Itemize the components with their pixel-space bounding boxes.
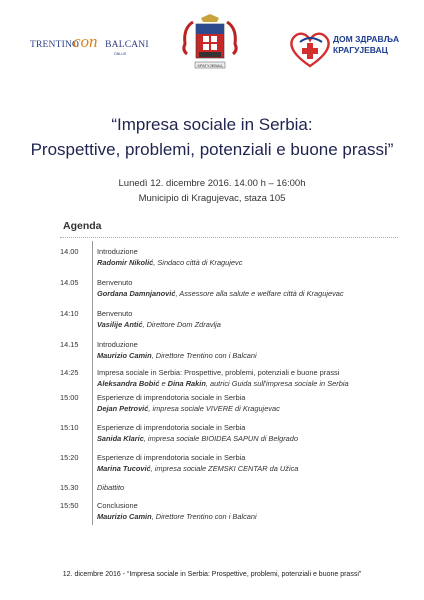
agenda-title: Dibattito (97, 483, 125, 492)
header-logos (0, 14, 424, 84)
agenda-role: , impresa sociale VIVERE di Kragujevac (148, 404, 280, 413)
agenda-speaker: Maurizio Camin (97, 351, 152, 360)
agenda-role: , Assessore alla salute e welfare città di Kragujevac (175, 289, 344, 298)
kragujevac-coat-of-arms-icon (179, 14, 241, 82)
agenda-time: 14:10 (60, 309, 79, 318)
dom-zdravlja-heart-icon (288, 30, 332, 70)
agenda-time: 14.05 (60, 278, 79, 287)
agenda-divider (60, 237, 398, 238)
agenda-speaker: Dejan Petrović (97, 404, 149, 413)
agenda-title: Esperienze di imprendotoria sociale in Serbia (97, 393, 246, 402)
agenda-title: Impresa sociale in Serbia: Prospettive, problemi, potenziali e buone prassi (97, 368, 340, 377)
event-date: Lunedì 12. dicembre 2016. 14.00 h – 16:00h (118, 178, 306, 189)
dom-zdravlja-line1: ДОМ ЗДРАВЉА (333, 34, 400, 44)
page-footer: 12. dicembre 2016 - “Impresa sociale in Serbia: Prospettive, problemi, potenziali e buone prassi” (62, 571, 362, 578)
dom-zdravlja-logo (288, 30, 398, 70)
agenda-role: , Sindaco città di Kragujevc (153, 258, 243, 267)
agenda-role: , Direttore Trentino con i Balcani (151, 351, 257, 360)
event-info (0, 176, 424, 206)
agenda-time: 15:50 (60, 501, 79, 510)
svg-text:КРАГУЈЕВАЦ: КРАГУЈЕВАЦ (197, 63, 223, 68)
event-title (0, 112, 424, 162)
agenda-time: 14:25 (60, 368, 79, 377)
agenda-role: , impresa sociale ZEMSKI CENTAR da Užica (150, 464, 299, 473)
agenda-time: 15:00 (60, 393, 79, 402)
agenda-speaker: Gordana Damnjanović (97, 289, 176, 298)
agenda-title: Introduzione (97, 247, 138, 256)
agenda-title: Esperienze di imprendotoria sociale in Serbia (97, 453, 246, 462)
agenda-title: Conclusione (97, 501, 138, 510)
agenda-role: , impresa sociale BIOIDEA SAPUN di Belgrado (143, 434, 298, 443)
agenda-vertical-rule (92, 241, 93, 525)
agenda-speaker: Dina Rakin (167, 379, 206, 388)
dom-zdravlja-line2: КРАГУЈЕВАЦ (333, 45, 388, 55)
event-place: Municipio di Kragujevac, staza 105 (138, 193, 286, 204)
agenda-speaker: Sanida Klaric (97, 434, 144, 443)
agenda-title: Benvenuto (97, 278, 133, 287)
agenda-time: 14.00 (60, 247, 79, 256)
agenda-speaker: Maurizio Camin (97, 512, 152, 521)
agenda-speaker: Radomir Nikolić (97, 258, 154, 267)
agenda-time: 15:10 (60, 423, 79, 432)
agenda-role: , Direttore Dom Zdravlja (142, 320, 221, 329)
trentino-con-text: con (73, 32, 98, 51)
event-title-line2: Prospettive, problemi, potenziali e buone prassi” (30, 140, 394, 159)
agenda-speaker: Vasilije Antić (97, 320, 143, 329)
agenda-title: Introduzione (97, 340, 138, 349)
agenda-speaker: Marina Tucović (97, 464, 151, 473)
agenda-role: , autrici Guida sull'impresa sociale in Serbia (205, 379, 349, 388)
agenda-heading: Agenda (63, 220, 102, 232)
agenda-time: 15:20 (60, 453, 79, 462)
agenda-speaker: Aleksandra Bobić (97, 379, 160, 388)
agenda-title: Esperienze di imprendotoria sociale in Serbia (97, 423, 246, 432)
agenda-time: 14.15 (60, 340, 79, 349)
event-title-line1: “Impresa sociale in Serbia: (111, 115, 313, 134)
agenda-role: , Direttore Trentino con i Balcani (151, 512, 257, 521)
agenda-title: Benvenuto (97, 309, 133, 318)
trentino-con-i-balcani-logo: TRENTINO BALCANI con ONLUS (30, 32, 149, 56)
agenda-time: 15.30 (60, 483, 79, 492)
